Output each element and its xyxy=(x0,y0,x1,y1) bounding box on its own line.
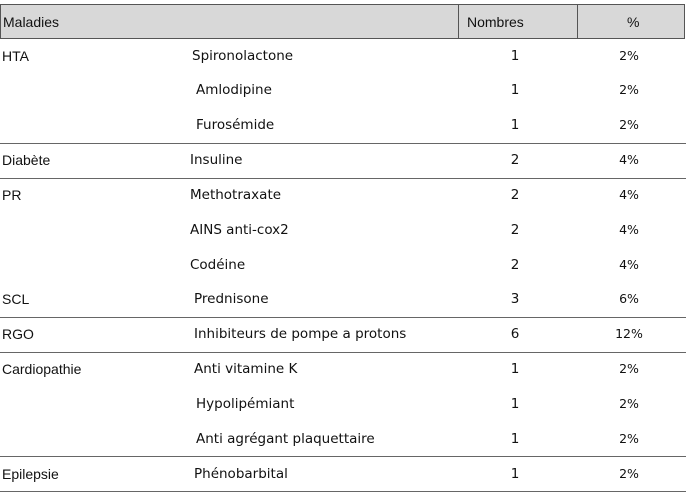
treatment-cell: Furosémide xyxy=(196,117,275,133)
percent-cell: 2% xyxy=(619,117,639,132)
treatment-cell: Inhibiteurs de pompe a protons xyxy=(194,326,407,342)
maladie-label: HTA xyxy=(2,48,29,64)
treatment-cell: Anti agrégant plaquettaire xyxy=(196,431,375,447)
maladie-label: SCL xyxy=(2,291,30,307)
count-cell: 1 xyxy=(510,48,520,64)
percent-cell: 2% xyxy=(619,466,639,481)
percent-cell: 4% xyxy=(619,222,639,237)
maladie-label: RGO xyxy=(2,326,34,342)
percent-cell: 12% xyxy=(615,326,643,341)
maladie-label: Diabète xyxy=(2,152,51,168)
header-percent: % xyxy=(627,14,640,30)
treatment-cell: Anti vitamine K xyxy=(194,361,298,377)
treatment-cell: Phénobarbital xyxy=(194,466,288,482)
header-divider xyxy=(577,5,578,38)
percent-cell: 4% xyxy=(619,257,639,272)
row-separator xyxy=(0,491,686,492)
percent-cell: 2% xyxy=(619,431,639,446)
percent-cell: 2% xyxy=(619,82,639,97)
percent-cell: 6% xyxy=(619,291,639,306)
maladie-label: Cardiopathie xyxy=(2,361,82,377)
maladie-label: PR xyxy=(2,187,22,203)
count-cell: 3 xyxy=(510,291,520,307)
treatment-cell: Codéine xyxy=(190,257,246,273)
treatment-cell: Methotraxate xyxy=(190,187,282,203)
count-cell: 1 xyxy=(510,117,520,133)
count-cell: 1 xyxy=(510,361,520,377)
row-separator xyxy=(0,143,686,144)
header-maladies: Maladies xyxy=(3,14,60,30)
header-divider xyxy=(458,5,459,38)
row-separator xyxy=(0,178,686,179)
percent-cell: 4% xyxy=(619,152,639,167)
count-cell: 1 xyxy=(510,396,520,412)
count-cell: 2 xyxy=(510,257,520,273)
treatment-cell: Hypolipémiant xyxy=(196,396,295,412)
percent-cell: 2% xyxy=(619,396,639,411)
count-cell: 1 xyxy=(510,82,520,98)
table-header xyxy=(0,4,685,39)
count-cell: 6 xyxy=(510,326,520,342)
count-cell: 2 xyxy=(510,152,520,168)
percent-cell: 4% xyxy=(619,187,639,202)
row-separator xyxy=(0,456,686,457)
row-separator xyxy=(0,317,686,318)
treatment-cell: Spironolactone xyxy=(192,48,294,64)
header-nombres: Nombres xyxy=(467,14,524,30)
maladie-label: Epilepsie xyxy=(2,466,59,482)
row-separator xyxy=(0,352,686,353)
treatment-cell: AINS anti-cox2 xyxy=(190,222,289,238)
percent-cell: 2% xyxy=(619,48,639,63)
count-cell: 1 xyxy=(510,431,520,447)
treatment-cell: Amlodipine xyxy=(196,82,272,98)
count-cell: 1 xyxy=(510,466,520,482)
treatment-cell: Prednisone xyxy=(194,291,269,307)
percent-cell: 2% xyxy=(619,361,639,376)
count-cell: 2 xyxy=(510,222,520,238)
treatment-cell: Insuline xyxy=(190,152,243,168)
count-cell: 2 xyxy=(510,187,520,203)
